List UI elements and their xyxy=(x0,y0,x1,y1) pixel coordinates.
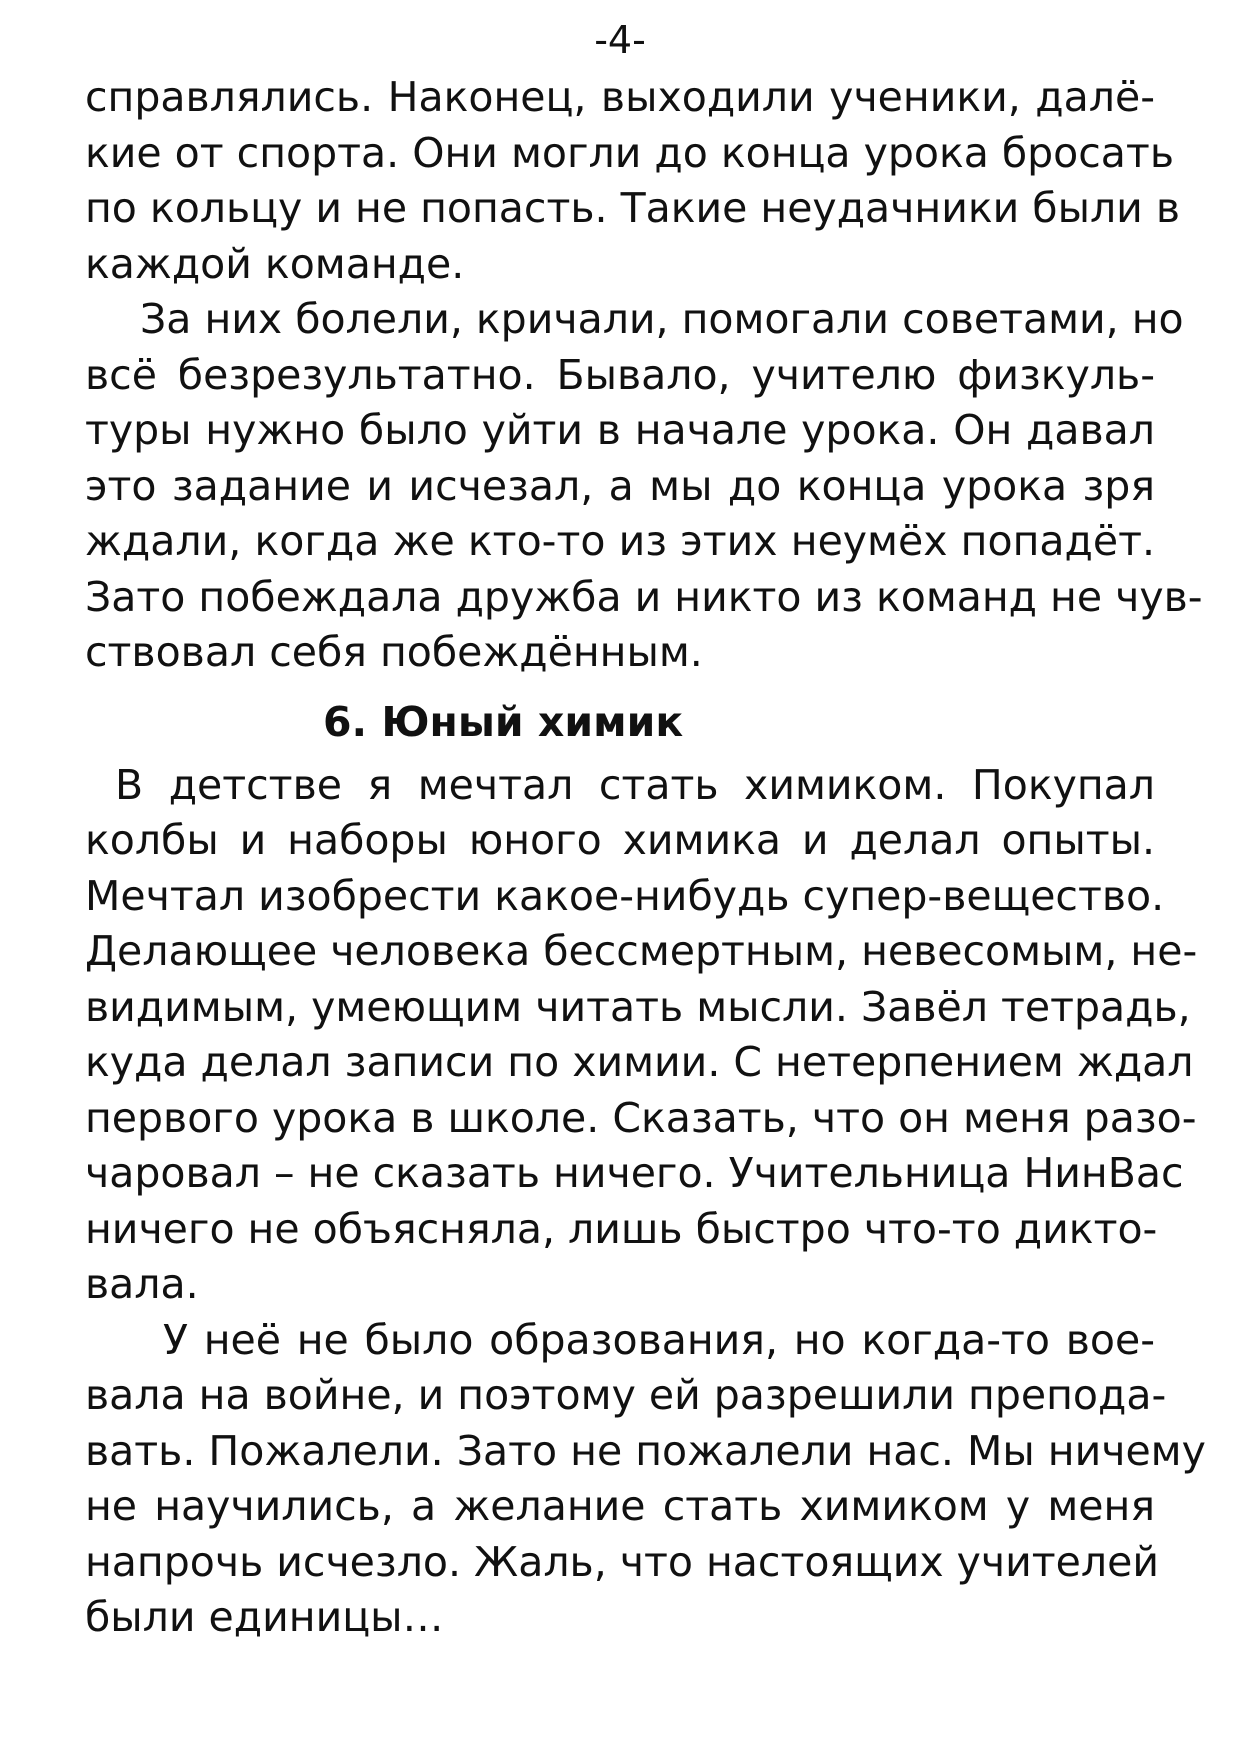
text-line: ничего не объясняла, лишь быстро что-то дикто- xyxy=(85,1204,1158,1253)
text-line: вала. xyxy=(85,1260,199,1308)
paragraph-2 xyxy=(85,292,1203,681)
text-line: вала на войне, и поэтому ей разрешили препода- xyxy=(85,1371,1167,1419)
text-line: по кольцу и не попасть. Такие неудачники были в xyxy=(85,184,1180,232)
text-line: были единицы… xyxy=(85,1593,444,1641)
text-line: чаровал – не сказать ничего. Учительница НинВас xyxy=(85,1149,1184,1197)
text-line: напрочь исчезло. Жаль, что настоящих учителей xyxy=(85,1537,1159,1586)
text-line: всё безрезультатно. Бывало, учителю физкуль- xyxy=(85,350,1155,399)
text-line: ждали, когда же кто-то из этих неумёх попадёт. xyxy=(85,517,1155,565)
paragraph-3 xyxy=(85,758,1198,1313)
text-line: видимым, умеющим читать мысли. Завёл тетрадь, xyxy=(85,982,1191,1031)
text-line: колбы и наборы юного химика и делал опыты. xyxy=(85,816,1155,864)
text-line: У неё не было образования, но когда-то вое- xyxy=(163,1315,1155,1364)
text-line: За них болели, кричали, помогали советами, но xyxy=(140,295,1184,343)
text-line: каждой команде. xyxy=(85,239,465,288)
text-line: первого урока в школе. Сказать, что он меня разо- xyxy=(85,1093,1197,1142)
text-line: не научились, а желание стать химиком у меня xyxy=(85,1482,1155,1530)
text-line: Зато побеждала дружба и никто из команд не чув- xyxy=(85,572,1203,621)
text-line: Мечтал изобрести какое-нибудь супер-вещество. xyxy=(85,871,1165,920)
text-line: В детстве я мечтал стать химиком. Покупал xyxy=(115,760,1155,809)
chapter-number: 6. xyxy=(323,697,368,746)
text-line: туры нужно было уйти в начале урока. Он давал xyxy=(85,406,1155,454)
text-line: кие от спорта. Они могли до конца урока бросать xyxy=(85,128,1174,177)
text-line: ствовал себя побеждённым. xyxy=(85,628,703,676)
text-line: справлялись. Наконец, выходили ученики, далё- xyxy=(85,73,1155,121)
chapter-heading xyxy=(85,695,1155,750)
paragraph-1 xyxy=(85,70,1180,292)
text-line: куда делал записи по химии. С нетерпением ждал xyxy=(85,1038,1194,1086)
text-line: Делающее человека бессмертным, невесомым, не- xyxy=(85,927,1198,975)
text-line: вать. Пожалели. Зато не пожалели нас. Мы ничему xyxy=(85,1426,1206,1475)
chapter-title: Юный химик xyxy=(381,697,684,746)
text-line: это задание и исчезал, а мы до конца урока зря xyxy=(85,461,1155,510)
paragraph-4 xyxy=(85,1313,1206,1646)
document-page xyxy=(85,16,1206,1646)
page-number: -4- xyxy=(594,18,646,62)
